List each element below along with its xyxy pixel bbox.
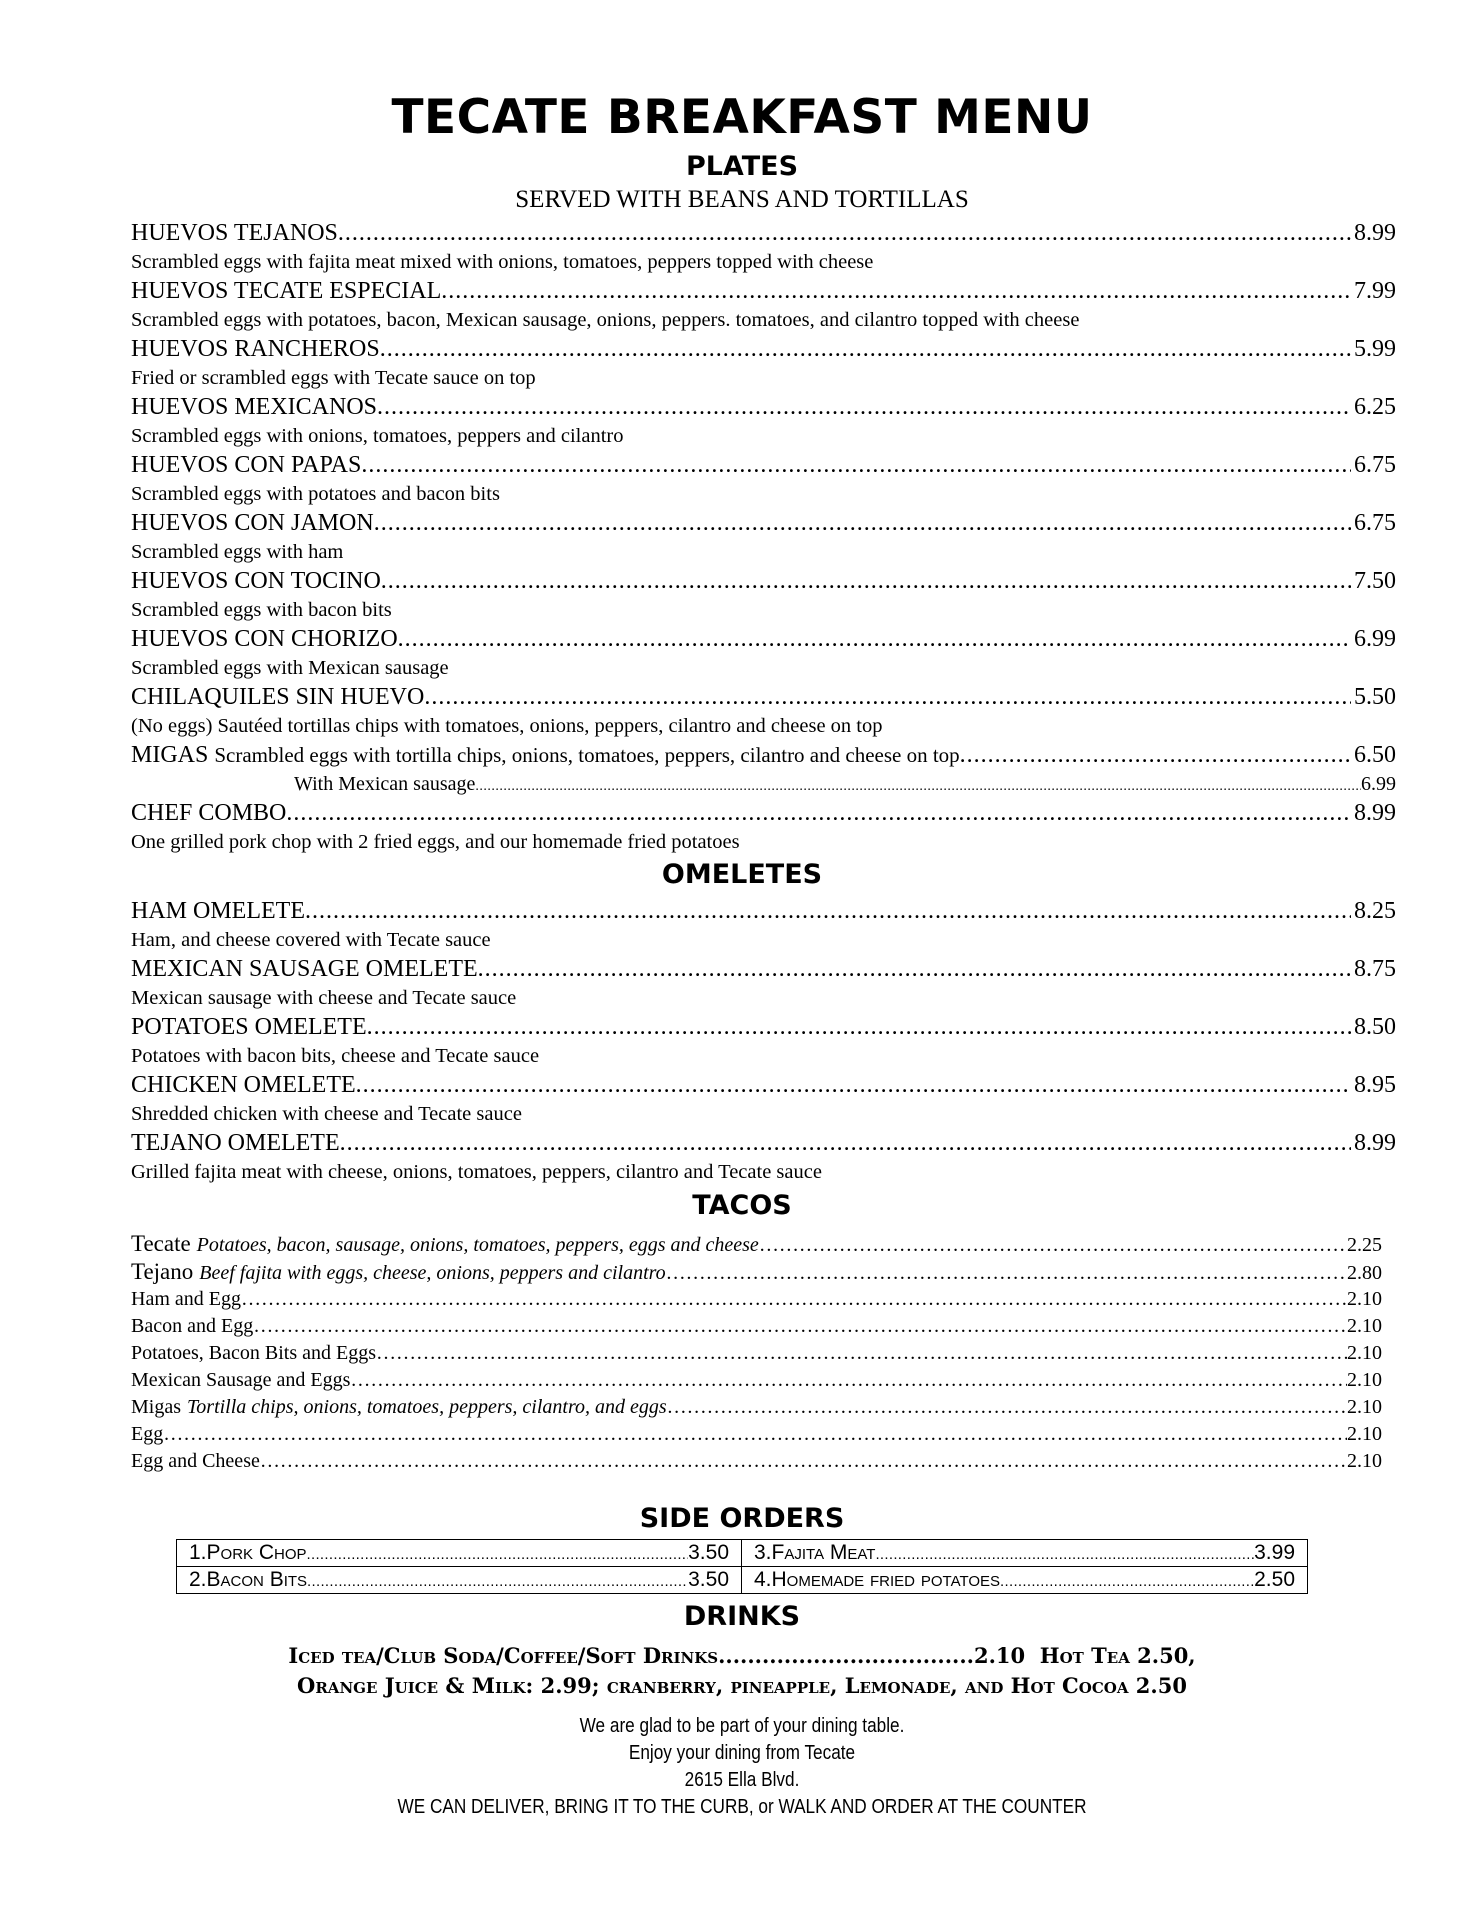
- item-description: Fried or scrambled eggs with Tecate sauce on top: [131, 367, 536, 389]
- taco-price: 2.25: [1347, 1234, 1382, 1256]
- item-description: Scrambled eggs with onions, tomatoes, peppers and cilantro: [131, 425, 624, 447]
- side-order-name: 4.Homemade fried potatoes: [754, 1567, 1001, 1591]
- taco-name: Tejano: [131, 1259, 194, 1284]
- taco-item: [131, 1367, 1382, 1394]
- item-price: 5.99: [1354, 336, 1396, 362]
- taco-price: 2.80: [1347, 1262, 1382, 1284]
- footer-address: 2615 Ella Blvd.: [684, 1769, 800, 1791]
- item-description: Potatoes with bacon bits, cheese and Tecate sauce: [131, 1045, 540, 1067]
- item-name: CHICKEN OMELETE: [131, 1072, 356, 1098]
- menu-item: [131, 218, 1396, 248]
- drinks-list: Iced tea/Club Soda/Coffee/Soft Drinks...................................2.10: [288, 1643, 1026, 1668]
- side-order-price: 3.99: [1254, 1541, 1295, 1564]
- item-name: TEJANO OMELETE: [131, 1130, 340, 1156]
- page-title: TECATE BREAKFAST MENU: [391, 90, 1093, 145]
- menu-item: [131, 896, 1396, 926]
- item-price: 8.99: [1354, 220, 1396, 246]
- taco-price: 2.10: [1347, 1369, 1382, 1391]
- taco-item: [131, 1340, 1382, 1367]
- drinks-line-1: [0, 1641, 1484, 1671]
- item-name: HUEVOS TEJANOS: [131, 220, 338, 246]
- item-price: 7.50: [1354, 568, 1396, 594]
- item-name: POTATOES OMELETE: [131, 1014, 367, 1040]
- item-description: Scrambled eggs with bacon bits: [131, 599, 392, 621]
- section-heading-omeletes: OMELETES: [661, 859, 823, 890]
- item-price: 8.25: [1354, 898, 1396, 924]
- item-name: HUEVOS CON CHORIZO: [131, 626, 398, 652]
- menu-item: [131, 682, 1396, 712]
- drinks-line-2: Orange Juice & Milk: 2.99; cranberry, pineapple, Lemonade, and Hot Cocoa 2.50: [297, 1673, 1187, 1698]
- item-name: HUEVOS CON PAPAS: [131, 452, 362, 478]
- menu-item: [131, 276, 1396, 306]
- item-description: (No eggs) Sautéed tortillas chips with tomatoes, onions, peppers, cilantro and cheese on top: [131, 715, 883, 737]
- item-price: 8.99: [1354, 1130, 1396, 1156]
- item-price: 8.95: [1354, 1072, 1396, 1098]
- menu-item: [131, 392, 1396, 422]
- item-description: Scrambled eggs with potatoes and bacon bits: [131, 483, 500, 505]
- side-order-price: 3.50: [688, 1541, 729, 1564]
- taco-item: [131, 1421, 1382, 1448]
- side-order-name: 1.Pork Chop: [189, 1541, 307, 1564]
- item-description: Scrambled eggs with ham: [131, 541, 344, 563]
- taco-description: Tortilla chips, onions, tomatoes, peppers, cilantro, and eggs: [187, 1396, 667, 1418]
- section-heading-side-orders: SIDE ORDERS: [639, 1503, 845, 1534]
- item-name: HUEVOS MEXICANOS: [131, 394, 378, 420]
- menu-item: [131, 508, 1396, 538]
- taco-name: Ham and Egg: [131, 1288, 241, 1310]
- taco-item: [131, 1394, 1382, 1421]
- item-price: 6.50: [1354, 742, 1396, 768]
- taco-item: [131, 1448, 1382, 1475]
- taco-item: [131, 1258, 1382, 1287]
- menu-item: [131, 1070, 1396, 1100]
- taco-name: Egg: [131, 1423, 164, 1445]
- taco-name: Bacon and Egg: [131, 1315, 254, 1337]
- item-description: Grilled fajita meat with cheese, onions, tomatoes, peppers, cilantro and Tecate sauce: [131, 1161, 822, 1183]
- item-name: CHILAQUILES SIN HUEVO: [131, 684, 425, 710]
- item-description: One grilled pork chop with 2 fried eggs, and our homemade fried potatoes: [131, 831, 740, 853]
- side-order-cell: [177, 1567, 742, 1594]
- side-order-cell: [177, 1540, 742, 1567]
- side-order-cell: [742, 1540, 1307, 1567]
- drinks-hot-tea: Hot Tea 2.50,: [1039, 1643, 1196, 1668]
- item-price: 8.50: [1354, 1014, 1396, 1040]
- taco-price: 2.10: [1347, 1423, 1382, 1445]
- menu-item: [131, 624, 1396, 654]
- item-name: MIGAS: [131, 742, 209, 768]
- item-price: 7.99: [1354, 278, 1396, 304]
- menu-item-option: [294, 771, 1396, 800]
- item-name: MEXICAN SAUSAGE OMELETE: [131, 956, 478, 982]
- item-price: 6.75: [1354, 452, 1396, 478]
- menu-item: [131, 334, 1396, 364]
- item-inline-description: Scrambled eggs with tortilla chips, onions, tomatoes, peppers, cilantro and cheese on top: [214, 743, 960, 767]
- taco-price: 2.10: [1347, 1342, 1382, 1364]
- item-name: HAM OMELETE: [131, 898, 305, 924]
- section-heading-tacos: TACOS: [692, 1190, 792, 1221]
- menu-item-migas: [131, 740, 1396, 770]
- menu-item: [131, 954, 1396, 984]
- taco-price: 2.10: [1347, 1315, 1382, 1337]
- item-name: HUEVOS CON JAMON: [131, 510, 374, 536]
- taco-item: [131, 1313, 1382, 1340]
- menu-item: [131, 1128, 1396, 1158]
- item-price: 6.75: [1354, 510, 1396, 536]
- taco-name: Migas: [131, 1396, 181, 1418]
- section-heading-plates: PLATES: [685, 151, 799, 182]
- taco-price: 2.10: [1347, 1396, 1382, 1418]
- taco-description: Beef fajita with eggs, cheese, onions, peppers and cilantro: [199, 1262, 666, 1284]
- item-description: Scrambled eggs with Mexican sausage: [131, 657, 449, 679]
- taco-name: Mexican Sausage and Eggs: [131, 1369, 351, 1391]
- footer-line: Enjoy your dining from Tecate: [628, 1742, 856, 1764]
- side-order-cell: [742, 1567, 1307, 1594]
- option-price: 6.99: [1361, 773, 1396, 795]
- taco-price: 2.10: [1347, 1450, 1382, 1472]
- taco-name: Potatoes, Bacon Bits and Eggs: [131, 1342, 376, 1364]
- taco-item: [131, 1286, 1382, 1313]
- footer-delivery-note: WE CAN DELIVER, BRING IT TO THE CURB, or WALK AND ORDER AT THE COUNTER: [397, 1796, 1087, 1818]
- item-price: 6.99: [1354, 626, 1396, 652]
- item-description: Mexican sausage with cheese and Tecate sauce: [131, 987, 517, 1009]
- item-name: HUEVOS TECATE ESPECIAL: [131, 278, 442, 304]
- side-order-name: 3.Fajita Meat: [754, 1541, 876, 1564]
- side-order-price: 3.50: [688, 1567, 729, 1591]
- item-name: CHEF COMBO: [131, 800, 287, 826]
- menu-item: [131, 566, 1396, 596]
- footer-line: We are glad to be part of your dining table.: [579, 1715, 905, 1737]
- item-name: HUEVOS RANCHEROS: [131, 336, 380, 362]
- item-price: 6.25: [1354, 394, 1396, 420]
- item-description: Scrambled eggs with fajita meat mixed with onions, tomatoes, peppers topped with cheese: [131, 251, 874, 273]
- item-price: 5.50: [1354, 684, 1396, 710]
- side-orders-table: [176, 1539, 1308, 1594]
- item-description: Scrambled eggs with potatoes, bacon, Mexican sausage, onions, peppers. tomatoes, and cilantro topped with cheese: [131, 309, 1080, 331]
- taco-description: Potatoes, bacon, sausage, onions, tomatoes, peppers, eggs and cheese: [196, 1234, 759, 1256]
- item-price: 8.99: [1354, 800, 1396, 826]
- taco-name: Tecate: [131, 1231, 191, 1256]
- menu-item: [131, 798, 1396, 828]
- menu-item: [131, 450, 1396, 480]
- menu-item: [131, 1012, 1396, 1042]
- side-order-price: 2.50: [1254, 1567, 1295, 1591]
- taco-name: Egg and Cheese: [131, 1450, 260, 1472]
- option-name: With Mexican sausage: [294, 773, 476, 795]
- section-heading-drinks: DRINKS: [683, 1601, 801, 1632]
- item-description: Ham, and cheese covered with Tecate sauce: [131, 929, 491, 951]
- item-price: 8.75: [1354, 956, 1396, 982]
- item-description: Shredded chicken with cheese and Tecate sauce: [131, 1103, 522, 1125]
- taco-item: [131, 1230, 1382, 1259]
- taco-price: 2.10: [1347, 1288, 1382, 1310]
- plates-subheading: SERVED WITH BEANS AND TORTILLAS: [515, 186, 969, 213]
- side-order-name: 2.Bacon Bits: [189, 1567, 308, 1591]
- item-name: HUEVOS CON TOCINO: [131, 568, 381, 594]
